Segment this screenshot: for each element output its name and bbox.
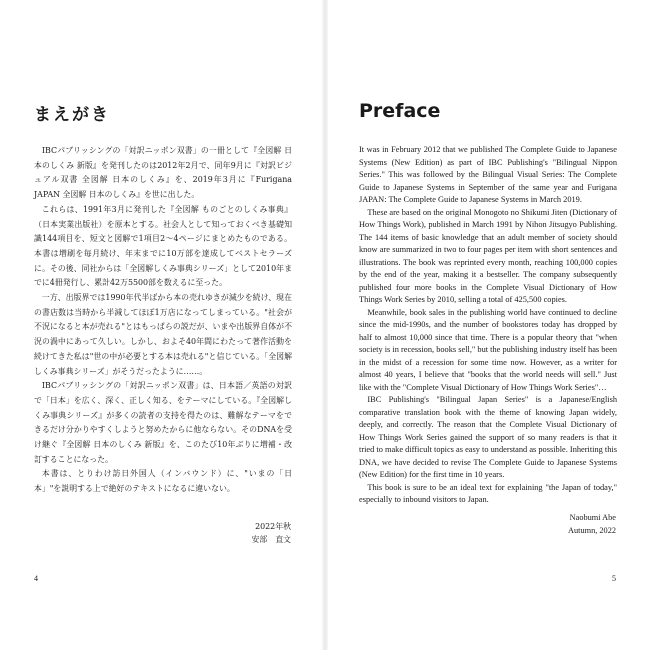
paragraph: IBCパブリッシングの「対訳ニッポン双書」は、日本語／英語の対訳で「日本」を広く、深く、正しく知る、をテーマにしている。『全図解しくみ事典シリーズ』が多くの読者の支持を得たのは、難解なテーマをできるだけ分かりやすくしようと努めたからに他ならない。そのDNAを受け継ぐ『全図解 日本のしくみ 新版』を、このたび10年ぶりに増補・改訂することになった。 bbox=[34, 381, 292, 464]
japanese-body-text bbox=[34, 144, 292, 497]
paragraph: IBC Publishing's "Bilingual Japan Series" is a Japanese/English comparative translation book with the theme of knowing Japan widely, deeply, and correctly. The reason that the Complete Visual Dictionary of How Things Work Series gained the support of so many readers is that it tried to make difficult topics as easy to understand as possible. Inheriting this DNA, we have decided to revise The Complete Guide to Japanese Systems (New Edition) for the first time in 10 years. bbox=[359, 395, 617, 480]
signature-author: Naobumi Abe bbox=[569, 513, 616, 522]
page-number: 5 bbox=[612, 574, 616, 583]
paragraph: 本書は、とりわけ訪日外国人（インバウンド）に、"いまの「日本」"を説明する上で絶好のテキストになるに違いない。 bbox=[34, 469, 292, 494]
paragraph: これらは、1991年3月に発刊した『全図解 ものごとのしくみ事典』（日本実業出版社）を原本とする。社会人として知っておくべき基礎知識144項目を、短文と図解で1項目2〜4ページにまとめたものである。本書は増刷を毎月続け、年末までに10万部を達成してベストセラーズに。その後、同社からは「全図解しくみ事典シリーズ」として2010年までに4冊発行し、累計42万5500部を数えるに至った。 bbox=[34, 204, 292, 288]
paragraph: IBCパブリッシングの「対訳ニッポン双書」の一冊として『全図解 日本のしくみ 新版』を発刊したのは2012年2月で、同年9月に『対訳ビジュアル双書 全図解 日本のしくみ』を、2019年3月に『Furigana JAPAN 全図解 日本のしくみ』を世に出した。 bbox=[34, 146, 292, 200]
paragraph: 一方、出版界では1990年代半ばから本の売れゆきが減少を続け、現在の書店数は当時から半減してほぼ1万店になってしまっている。"社会が不況になると本が売れる"とはもっぱらの説だが、いまや出版界自体が不況の渦中にあって久しい。しかし、およそ40年間にわたって著作活動を続けてきた私は"世の中が必要とする本は売れる"と信じている。「全図解しくみ事典シリーズ」がそうだったように……。 bbox=[34, 293, 292, 376]
right-page bbox=[325, 0, 650, 650]
paragraph: Meanwhile, book sales in the publishing world have continued to decline since the mid-1990s, and the number of bookstores today has dropped by half to almost 10,000 since that time. There is a popular theory that "when society is in recession, books sell," but the publishing industry itself has been in the midst of a recession for some time now. However, as a writer for almost 40 years, I believe that "books that the world needs will sell." Just like with the "Complete Visual Dictionary of How Things Work Series"… bbox=[359, 307, 617, 392]
paragraph: This book is sure to be an ideal text for explaining "the Japan of today," especially to inbound visitors to Japan. bbox=[359, 482, 617, 505]
english-body-text bbox=[359, 144, 617, 507]
page-number: 4 bbox=[34, 574, 38, 583]
page-title-japanese: まえがき bbox=[34, 105, 110, 125]
paragraph: It was in February 2012 that we published The Complete Guide to Japanese Systems (New Edition) as part of IBC Publishing's "Bilingual Nippon Series." This was followed by the Bilingual Visual Series: The Complete Guide to Japanese Systems in September of the same year and Furigana JAPAN: The Complete Guide to Japanese Systems in March 2019. bbox=[359, 145, 617, 205]
paragraph: These are based on the original Monogoto no Shikumi Jiten (Dictionary of How Things Work), published in March 1991 by Nihon Jitsugyo Publishing. The 144 items of basic knowledge that an adult member of society should know are summarized in two to four pages per item with short sentences and illustrations. The book was reprinted every month, reaching 100,000 copies by the end of the year, making it a bestseller. The company subsequently published four more books in the Complete Visual Dictionary of How Things Work Series by 2010, selling a total of 425,500 copies. bbox=[359, 207, 617, 305]
signature-block bbox=[568, 512, 616, 538]
signature-date: 2022年秋 bbox=[255, 522, 291, 531]
page-title-english: Preface bbox=[359, 100, 441, 122]
signature-block bbox=[252, 520, 291, 547]
signature-author: 安部 直文 bbox=[251, 535, 291, 545]
signature-date: Autumn, 2022 bbox=[568, 525, 616, 535]
